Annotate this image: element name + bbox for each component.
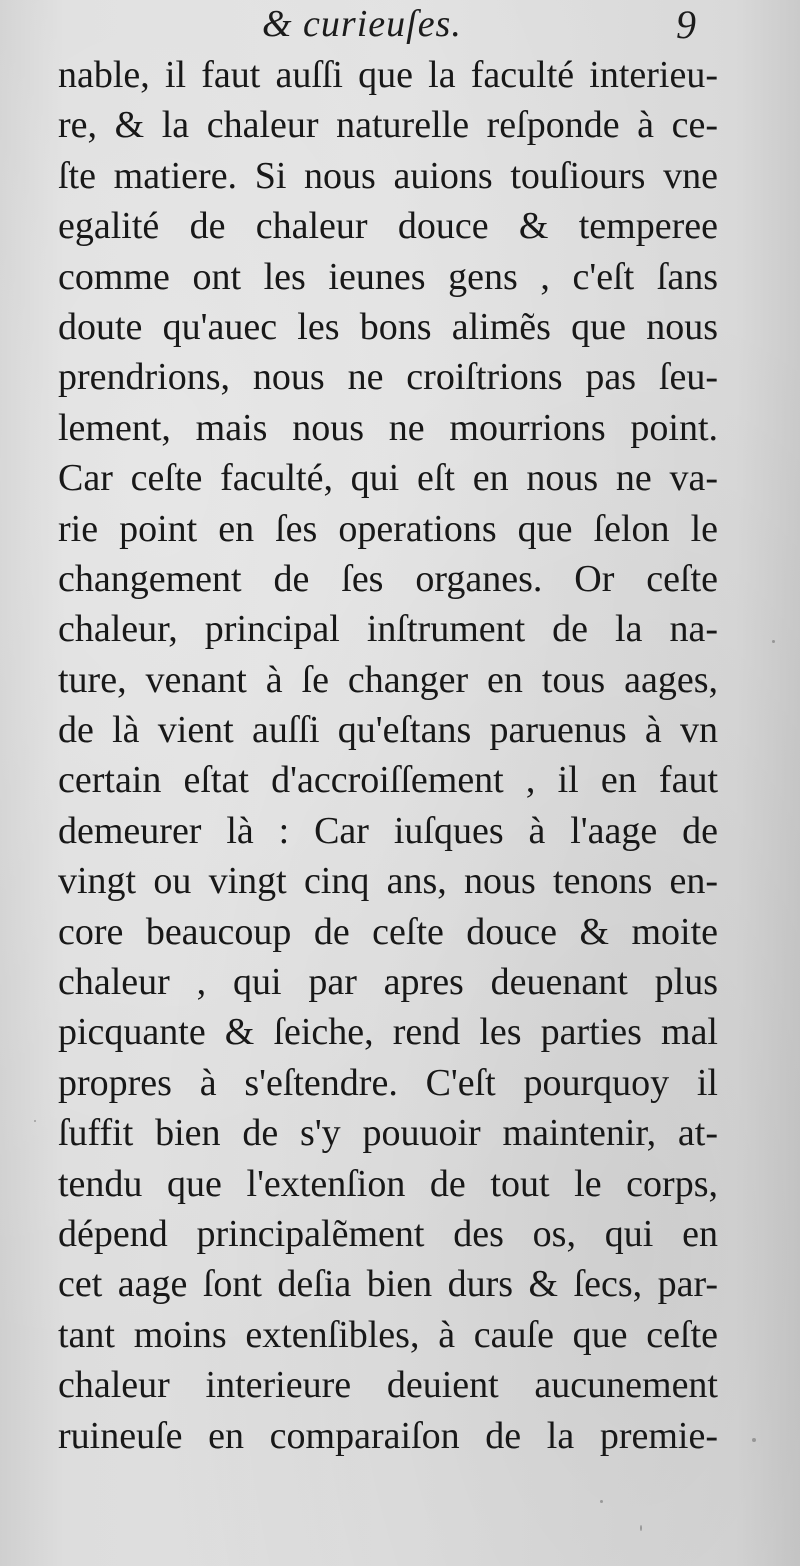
paper-speck (600, 1500, 603, 1503)
text-line: de là vient auſſi qu'eſtans paruenus à vn (58, 709, 718, 752)
text-line: changement de ſes organes. Or ceſte (58, 557, 718, 600)
paper-speck (34, 1120, 36, 1122)
text-line: cet aage ſont deſia bien durs & ſecs, par- (58, 1263, 718, 1306)
text-line: propres à s'eſtendre. C'eſt pourquoy il (58, 1061, 718, 1104)
text-line: chaleur, principal inſtrument de la na- (58, 608, 718, 651)
paper-speck (772, 640, 775, 643)
text-line: tant moins extenſibles, à cauſe que ceſte (58, 1313, 718, 1356)
text-line: egalité de chaleur douce & temperee (58, 205, 718, 248)
text-line: chaleur interieure deuient aucunement (58, 1364, 718, 1407)
running-head (0, 2, 800, 46)
text-line: Car ceſte faculté, qui eſt en nous ne va- (58, 457, 718, 500)
text-line: comme ont les ieunes gens , c'eſt ſans (58, 255, 718, 298)
text-line: certain eſtat d'accroiſſement , il en faut (58, 759, 718, 802)
paper-speck (752, 1438, 756, 1442)
text-line: ruineuſe en comparaiſon de la premie- (58, 1414, 718, 1457)
text-line: core beaucoup de ceſte douce & moite (58, 910, 718, 953)
text-line: chaleur , qui par apres deuenant plus (58, 961, 718, 1004)
text-line: prendrions, nous ne croiſtrions pas ſeu- (58, 356, 718, 399)
text-line: doute qu'auec les bons alimẽs que nous (58, 305, 718, 348)
page-number: 9 (676, 2, 696, 47)
text-line: dépend principalẽment des os, qui en (58, 1212, 718, 1255)
text-line: picquante & ſeiche, rend les parties mal (58, 1011, 718, 1054)
text-line: demeurer là : Car iuſques à l'aage de (58, 809, 718, 852)
paper-speck (640, 1525, 642, 1531)
text-line: ſte matiere. Si nous auions touſiours vne (58, 154, 718, 197)
text-line: nable, il faut auſſi que la faculté interieu- (58, 54, 718, 96)
text-line: rie point en ſes operations que ſelon le (58, 507, 718, 550)
text-line: ture, venant à ſe changer en tous aages, (58, 658, 718, 701)
text-line: tendu que l'extenſion de tout le corps, (58, 1162, 718, 1205)
running-title: & curieuſes. (262, 3, 462, 45)
text-line: ſuffit bien de s'y pouuoir maintenir, at- (58, 1112, 718, 1155)
text-line: re, & la chaleur naturelle reſponde à ce- (58, 104, 718, 147)
text-line: vingt ou vingt cinq ans, nous tenons en- (58, 860, 718, 903)
body-text (58, 50, 718, 1461)
text-line: lement, mais nous ne mourrions point. (58, 406, 718, 449)
